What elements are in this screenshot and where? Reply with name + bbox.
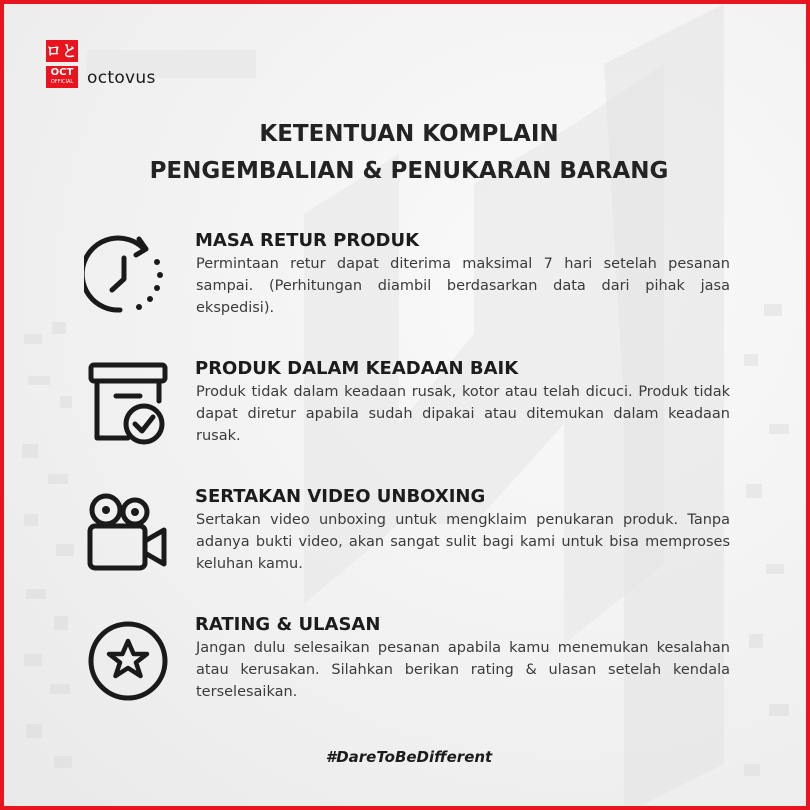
rule-item-unboxing-video	[84, 484, 744, 584]
rule-item-return-period	[84, 228, 744, 328]
rule-item-good-condition	[84, 356, 744, 456]
brand-logo-subtext: OFFICIAL	[50, 79, 74, 85]
rule-heading: SERTAKAN VIDEO UNBOXING	[195, 486, 486, 507]
video-camera-icon	[84, 484, 168, 574]
brand-logo-badge	[46, 66, 78, 88]
footer-hashtag: #DareToBeDifferent	[325, 748, 493, 766]
brand-logo-mark: ロと	[46, 42, 79, 60]
box-check-icon	[84, 356, 168, 446]
title-line-2: PENGEMBALIAN & PENUKARAN BARANG	[149, 158, 669, 184]
rule-heading: PRODUK DALAM KEADAAN BAIK	[195, 358, 519, 379]
clock-return-icon	[84, 228, 168, 318]
rule-item-rating-review	[84, 612, 744, 712]
rule-description: Jangan dulu selesaikan pesanan apabila kamu menemukan kesalahan atau kerusakan. Silahkan berikan rating & ulasan setelah kendala terselesaikan.	[196, 640, 730, 700]
rule-description: Sertakan video unboxing untuk mengklaim penukaran produk. Tanpa adanya bukti video, akan sangat sulit bagi kami untuk bisa memproses keluhan kamu.	[196, 512, 730, 572]
rule-description: Produk tidak dalam keadaan rusak, kotor atau telah dicuci. Produk tidak dapat diretur apabila sudah dipakai atau ditemukan dalam keadaan rusak.	[196, 384, 730, 444]
brand-name: octovus	[87, 68, 156, 88]
star-circle-icon	[84, 612, 168, 702]
brand-header	[44, 38, 304, 98]
rule-heading: RATING & ULASAN	[195, 614, 381, 635]
page-title	[4, 116, 810, 190]
title-line-1: KETENTUAN KOMPLAIN	[259, 121, 559, 147]
rule-heading: MASA RETUR PRODUK	[195, 230, 420, 251]
rule-description: Permintaan retur dapat diterima maksimal 7 hari setelah pesanan sampai. (Perhitungan diambil berdasarkan data dari pihak jasa ekspedisi).	[196, 256, 730, 316]
brand-logo-text: OCT	[50, 67, 74, 78]
